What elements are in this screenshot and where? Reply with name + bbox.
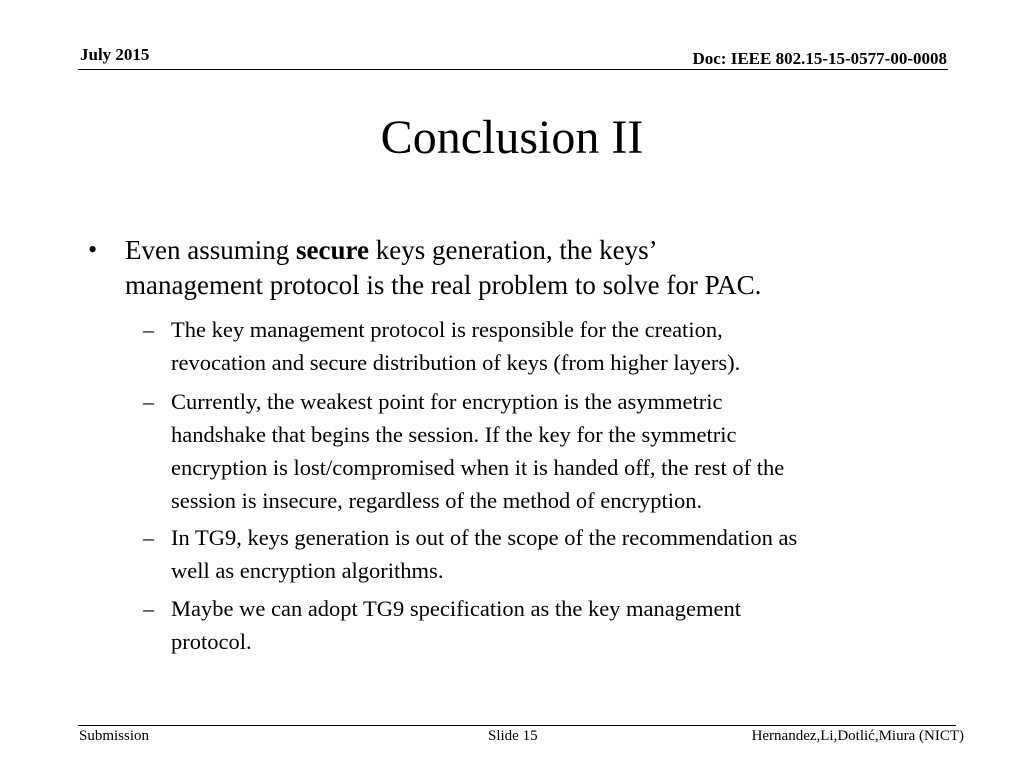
main-bullet-emphasis: secure [295,235,369,265]
sub-bullet-marker: – [143,596,154,621]
sub-bullet-marker: – [143,317,154,342]
sub-bullet-marker: – [143,389,154,414]
main-bullet [125,233,925,303]
sub-bullet-line: The key management protocol is responsible for the creation, [171,317,723,342]
sub-bullet-line: Maybe we can adopt TG9 specification as the key management [171,596,742,621]
main-bullet-text-pre: Even assuming [125,235,296,265]
sub-bullet-line: well as encryption algorithms. [171,558,444,583]
header-date: July 2015 [80,45,150,64]
sub-bullet-line: In TG9, keys generation is out of the scope of the recommendation as [171,525,798,550]
main-bullet-line-1 [125,233,925,268]
main-bullet-text-post: keys generation, the keys’ [368,235,658,265]
footer-slide-number: Slide 15 [488,728,538,744]
header-doc-id: Doc: IEEE 802.15-15-0577-00-0008 [692,49,947,68]
sub-bullet-item [171,521,961,587]
main-bullet-line-2: management protocol is the real problem to solve for PAC. [125,270,762,300]
sub-bullet-line: encryption is lost/compromised when it is handed off, the rest of the [171,455,785,480]
sub-bullet-line: revocation and secure distribution of keys (from higher layers). [171,350,741,375]
sub-bullet-line: Currently, the weakest point for encryption is the asymmetric [171,389,723,414]
sub-bullet-item [171,385,961,517]
bullet-marker: • [88,235,98,264]
header-divider [78,69,948,70]
sub-bullet-line: session is insecure, regardless of the method of encryption. [171,488,703,513]
footer-divider [78,725,956,726]
sub-bullet-item [171,592,961,658]
sub-bullet-line: protocol. [171,629,252,654]
slide-title: Conclusion II [380,111,644,164]
sub-bullet-line: handshake that begins the session. If the key for the symmetric [171,422,737,447]
sub-bullet-marker: – [143,525,154,550]
footer-authors: Hernandez,Li,Dotlić,Miura (NICT) [751,728,964,744]
footer-submission: Submission [79,728,150,744]
sub-bullet-item [171,313,961,379]
